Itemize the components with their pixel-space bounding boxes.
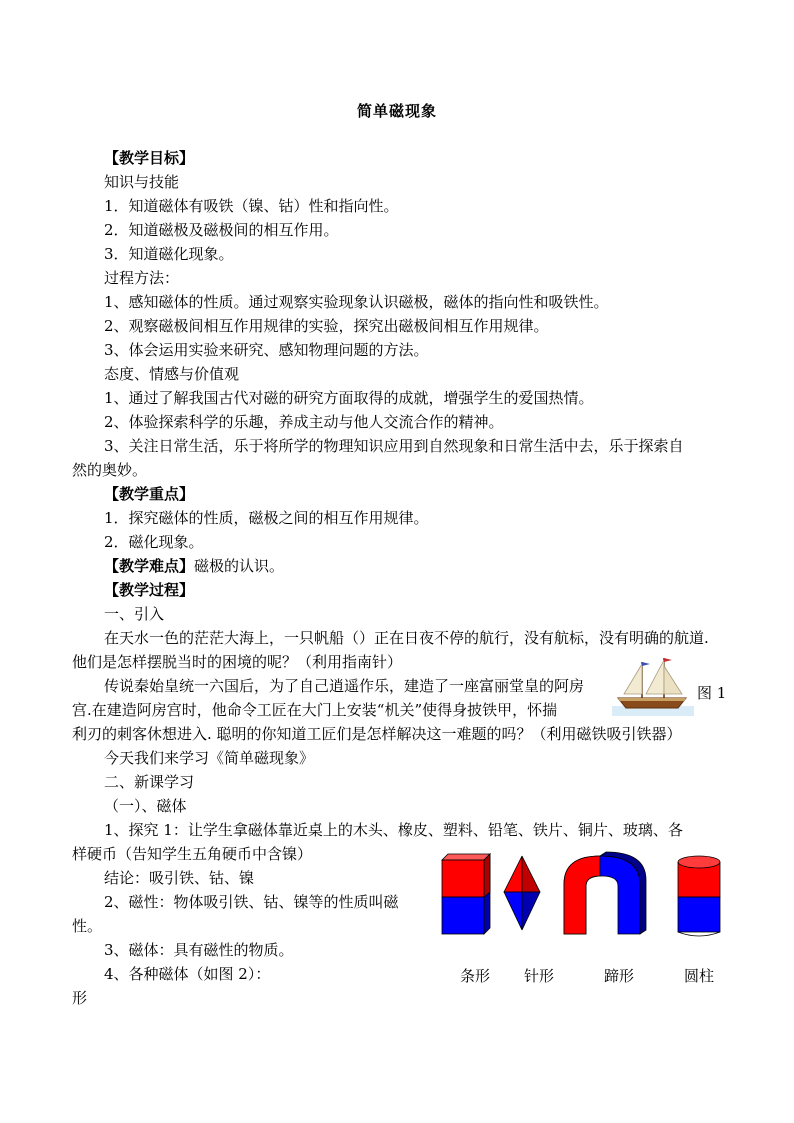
caption-cylinder: 圆柱 — [684, 967, 715, 985]
cylinder-magnet — [678, 856, 720, 936]
process-heading: 【教学过程】 — [104, 581, 195, 599]
key-point-2: 2．磁化现象。 — [104, 533, 204, 551]
main-sail — [646, 660, 664, 694]
magnetism-line: 2、磁性：物体吸引铁、钴、镍等的性质叫磁 — [104, 893, 399, 911]
new-lesson-heading: 二、新课学习 — [104, 773, 195, 791]
difficulty-line — [104, 554, 284, 578]
bar-magnet — [442, 854, 490, 934]
attitude-item-1: 1、通过了解我国古代对磁的研究方面取得的成就，增强学生的爱国热情。 — [104, 389, 594, 407]
sailboat-figure — [612, 654, 694, 716]
conclusion-line: 结论：吸引铁、钴、镍 — [104, 869, 255, 887]
needle-magnet — [504, 856, 540, 930]
objectives-heading: 【教学目标】 — [104, 149, 195, 167]
intro-line-4: 宫.在建造阿房宫时，他命令工匠在大门上安装“机关”使得身披铁甲，怀揣 — [72, 701, 558, 719]
rear-sail — [664, 666, 682, 694]
horseshoe-magnet — [564, 852, 646, 934]
key-points-heading: 【教学重点】 — [104, 485, 195, 503]
attitude-item-3-cont: 然的奥妙。 — [72, 461, 148, 479]
magnetism-line-cont: 性。 — [72, 917, 103, 935]
front-sail — [624, 664, 642, 694]
knowledge-item-1: 1．知道磁体有吸铁（镍、钴）性和指向性。 — [104, 197, 399, 215]
caption-bar: 条形 — [460, 967, 491, 985]
process-method-heading: 过程方法： — [104, 269, 180, 287]
caption-needle: 针形 — [524, 967, 555, 985]
rear-flag — [664, 658, 672, 662]
front-flag — [642, 662, 650, 666]
magnet-subheading: （一）、磁体 — [104, 797, 187, 815]
caption-horseshoe: 蹄形 — [604, 967, 635, 985]
page-title: 简单磁现象 — [356, 102, 437, 120]
intro-line-5: 利刃的刺客休想进入. 聪明的你知道工匠们是怎样解决这一难题的吗？（利用磁铁吸引铁器） — [72, 725, 682, 743]
key-point-1: 1．探究磁体的性质，磁极之间的相互作用规律。 — [104, 509, 429, 527]
magnet-types-line: 4、各种磁体（如图 2）： — [104, 965, 271, 983]
knowledge-item-3: 3．知道磁化现象。 — [104, 245, 234, 263]
figure-1-label: 图 1 — [697, 684, 727, 702]
explore-line-1: 1、探究 1：让学生拿磁体靠近桌上的木头、橡皮、塑料、铅笔、铁片、铜片、玻璃、各 — [104, 821, 683, 839]
attitude-item-3: 3、关注日常生活，乐于将所学的物理知识应用到自然现象和日常生活中去，乐于探索自 — [104, 437, 684, 455]
intro-line-2: 他们是怎样摆脱当时的困境的呢？（利用指南针） — [72, 653, 403, 671]
explore-line-2: 样硬币（告知学生五角硬币中含镍） — [72, 845, 313, 863]
knowledge-item-2: 2．知道磁极及磁极间的相互作用。 — [104, 221, 339, 239]
intro-line-3: 传说秦始皇统一六国后，为了自己逍遥作乐，建造了一座富丽堂皇的阿房 — [104, 677, 585, 695]
knowledge-heading: 知识与技能 — [104, 173, 180, 191]
attitude-item-2: 2、体验探索科学的乐趣，养成主动与他人交流合作的精神。 — [104, 413, 504, 431]
magnet-types-line-cont: 形 — [72, 989, 88, 1007]
magnet-definition-line: 3、磁体：具有磁性的物质。 — [104, 941, 294, 959]
hull-stripe — [618, 698, 686, 701]
magnets-figure — [440, 850, 722, 940]
intro-heading: 一、引入 — [104, 605, 165, 623]
intro-line-1: 在天水一色的茫茫大海上，一只帆船（）正在日夜不停的航行，没有航标，没有明确的航道. — [104, 629, 709, 647]
process-method-item-2: 2、观察磁极间相互作用规律的实验，探究出磁极间相互作用规律。 — [104, 317, 549, 335]
attitude-heading: 态度、情感与价值观 — [104, 365, 240, 383]
difficulty-text: 磁极的认识。 — [194, 557, 285, 575]
process-method-item-3: 3、体会运用实验来研究、感知物理问题的方法。 — [104, 341, 429, 359]
difficulty-heading: 【教学难点】 — [104, 557, 195, 575]
process-method-item-1: 1、感知磁体的性质。通过观察实验现象认识磁极，磁体的指向性和吸铁性。 — [104, 293, 609, 311]
intro-line-6: 今天我们来学习《简单磁现象》 — [104, 749, 315, 767]
